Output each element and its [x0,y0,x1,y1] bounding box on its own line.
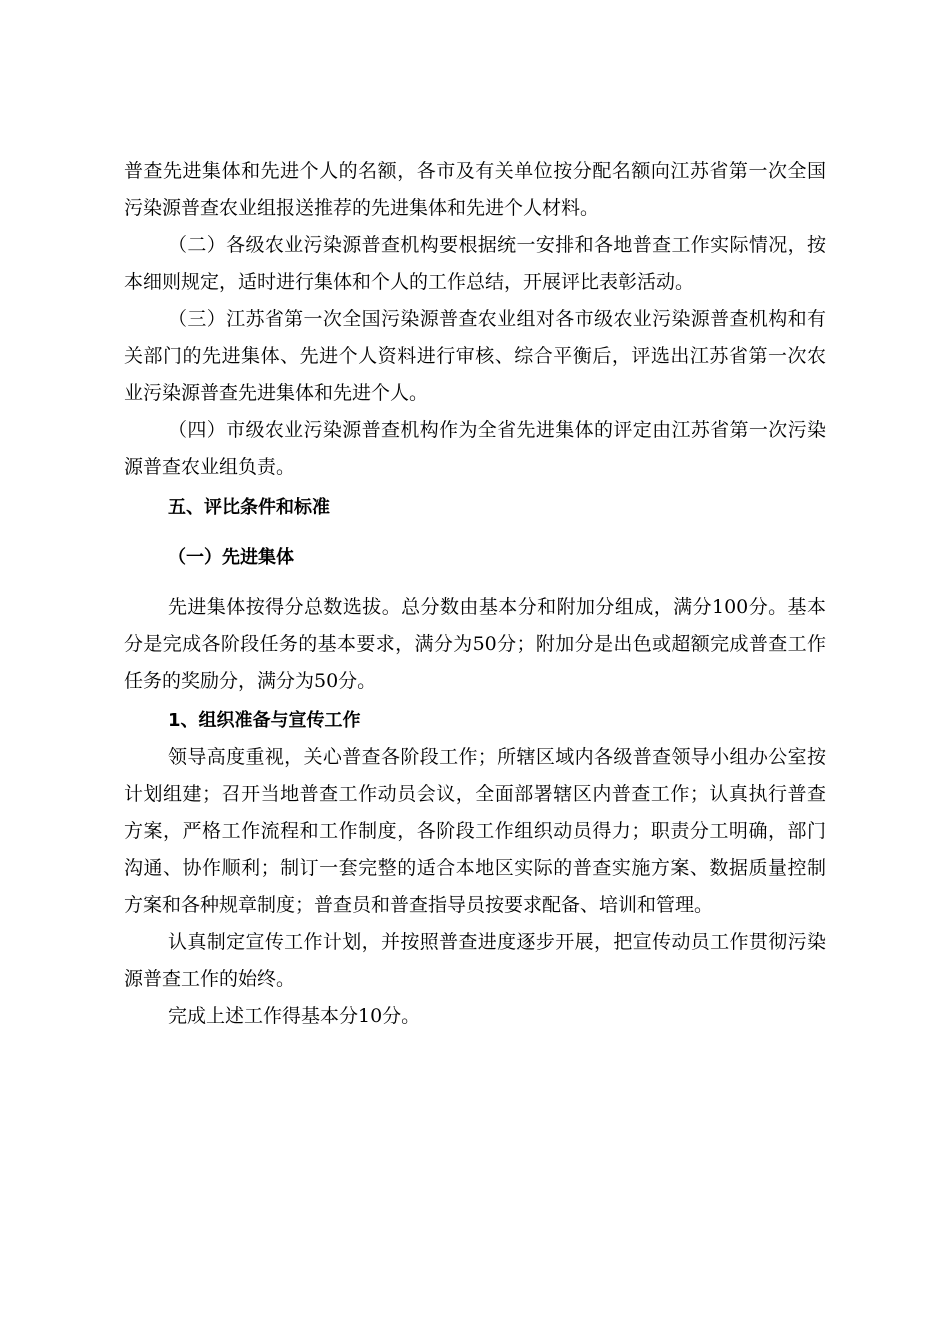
item-heading-organization-publicity: 1、组织准备与宣传工作 [168,710,361,731]
paragraph-collective-scoring: 先进集体按得分总数选拔。总分数由基本分和附加分组成，满分100分。基本分是完成各阶段任务的基本要求，满分为50分；附加分是出色或超额完成普查工作任务的奖励分，满分为50分。 [124,596,826,692]
paragraph-publicity-plan: 认真制定宣传工作计划，并按照普查进度逐步开展，把宣传动员工作贯彻污染源普查工作的始终。 [124,931,826,990]
paragraph-basic-score: 完成上述工作得基本分10分。 [168,1005,421,1027]
paragraph-item-4: （四）市级农业污染源普查机构作为全省先进集体的评定由江苏省第一次污染源普查农业组负责。 [124,419,826,478]
paragraph-item-3: （三）江苏省第一次全国污染源普查农业组对各市级农业污染源普查机构和有关部门的先进集体、先进个人资料进行审核、综合平衡后，评选出江苏省第一次农业污染源普查先进集体和先进个人。 [124,308,826,404]
paragraph-nominee-quota: 普查先进集体和先进个人的名额，各市及有关单位按分配名额向江苏省第一次全国污染源普查农业组报送推荐的先进集体和先进个人材料。 [124,160,826,219]
paragraph-item-2: （二）各级农业污染源普查机构要根据统一安排和各地普查工作实际情况，按本细则规定，适时进行集体和个人的工作总结，开展评比表彰活动。 [124,234,826,293]
document-body [124,153,826,1035]
paragraph-organization-requirements: 领导高度重视，关心普查各阶段工作；所辖区域内各级普查领导小组办公室按计划组建；召开当地普查工作动员会议，全面部署辖区内普查工作；认真执行普查方案，严格工作流程和工作制度，各阶段工作组织动员得力；职责分工明确，部门沟通、协作顺利；制订一套完整的适合本地区实际的普查实施方案、数据质量控制方案和各种规章制度；普查员和普查指导员按要求配备、培训和管理。 [124,746,826,916]
subsection-heading-advanced-collective: （一）先进集体 [168,547,294,568]
section-heading-criteria: 五、评比条件和标准 [168,497,330,518]
